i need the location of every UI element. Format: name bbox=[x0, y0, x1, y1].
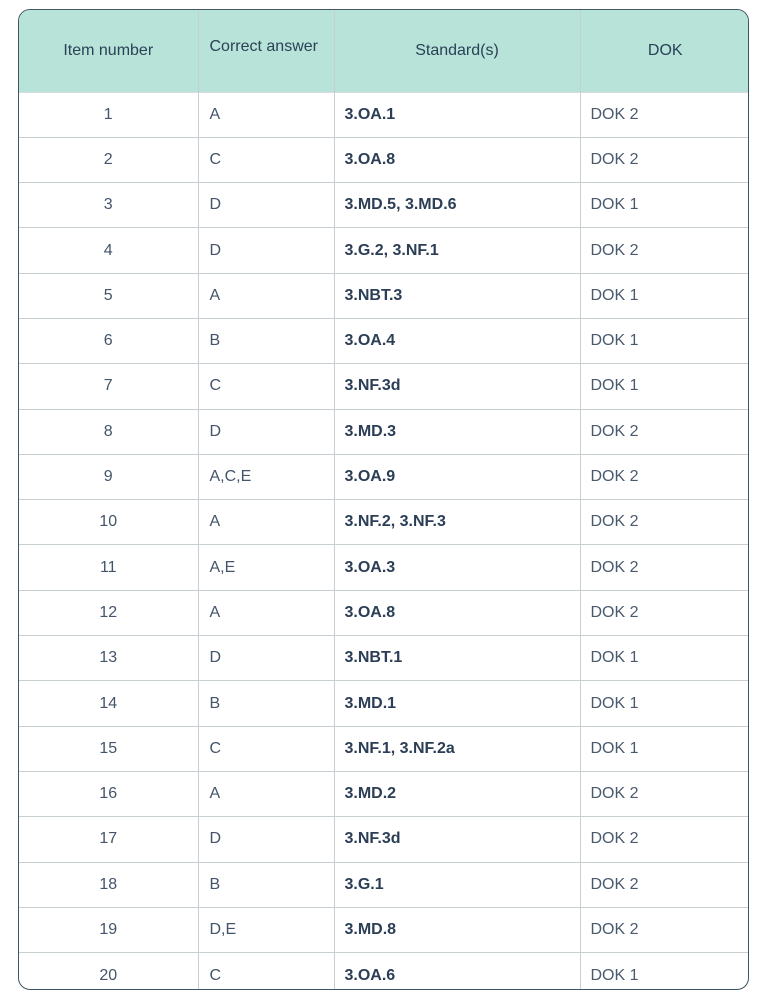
cell-item-number: 5 bbox=[19, 273, 198, 318]
cell-standards: 3.NBT.3 bbox=[334, 273, 580, 318]
cell-correct-answer: D,E bbox=[198, 907, 334, 952]
table-row bbox=[19, 771, 749, 816]
cell-correct-answer: D bbox=[198, 817, 334, 862]
cell-dok: DOK 2 bbox=[580, 500, 749, 545]
cell-dok: DOK 1 bbox=[580, 636, 749, 681]
cell-standards: 3.MD.3 bbox=[334, 409, 580, 454]
cell-item-number: 15 bbox=[19, 726, 198, 771]
cell-item-number: 7 bbox=[19, 364, 198, 409]
table-row bbox=[19, 726, 749, 771]
cell-standards: 3.OA.8 bbox=[334, 590, 580, 635]
cell-correct-answer: D bbox=[198, 228, 334, 273]
table-row bbox=[19, 636, 749, 681]
table-row bbox=[19, 137, 749, 182]
cell-correct-answer: D bbox=[198, 636, 334, 681]
cell-correct-answer: B bbox=[198, 318, 334, 363]
cell-dok: DOK 2 bbox=[580, 817, 749, 862]
table-row bbox=[19, 907, 749, 952]
table-row bbox=[19, 590, 749, 635]
cell-correct-answer: B bbox=[198, 681, 334, 726]
cell-standards: 3.G.1 bbox=[334, 862, 580, 907]
cell-standards: 3.OA.1 bbox=[334, 92, 580, 137]
table-body bbox=[19, 92, 749, 990]
header-standards: Standard(s) bbox=[334, 10, 580, 92]
table-header bbox=[19, 10, 749, 92]
cell-item-number: 3 bbox=[19, 183, 198, 228]
table-row bbox=[19, 500, 749, 545]
cell-dok: DOK 2 bbox=[580, 907, 749, 952]
cell-dok: DOK 1 bbox=[580, 318, 749, 363]
cell-dok: DOK 1 bbox=[580, 183, 749, 228]
table-row bbox=[19, 409, 749, 454]
cell-standards: 3.NF.3d bbox=[334, 364, 580, 409]
table-row bbox=[19, 953, 749, 990]
table-row bbox=[19, 545, 749, 590]
cell-dok: DOK 2 bbox=[580, 590, 749, 635]
cell-item-number: 4 bbox=[19, 228, 198, 273]
table-row bbox=[19, 364, 749, 409]
answer-key-table-card bbox=[18, 9, 749, 990]
cell-dok: DOK 2 bbox=[580, 545, 749, 590]
header-item-number: Item number bbox=[63, 41, 154, 59]
cell-item-number: 17 bbox=[19, 817, 198, 862]
table-row bbox=[19, 318, 749, 363]
cell-item-number: 8 bbox=[19, 409, 198, 454]
cell-item-number: 20 bbox=[19, 953, 198, 990]
cell-standards: 3.OA.3 bbox=[334, 545, 580, 590]
cell-standards: 3.MD.2 bbox=[334, 771, 580, 816]
cell-correct-answer: C bbox=[198, 953, 334, 990]
cell-correct-answer: D bbox=[198, 183, 334, 228]
table-row bbox=[19, 273, 749, 318]
cell-correct-answer: A,E bbox=[198, 545, 334, 590]
cell-correct-answer: C bbox=[198, 364, 334, 409]
header-dok: DOK bbox=[580, 10, 749, 92]
cell-standards: 3.OA.6 bbox=[334, 953, 580, 990]
cell-correct-answer: A bbox=[198, 92, 334, 137]
cell-correct-answer: B bbox=[198, 862, 334, 907]
cell-item-number: 16 bbox=[19, 771, 198, 816]
cell-dok: DOK 1 bbox=[580, 273, 749, 318]
table-row bbox=[19, 183, 749, 228]
cell-item-number: 14 bbox=[19, 681, 198, 726]
table-row bbox=[19, 817, 749, 862]
cell-correct-answer: D bbox=[198, 409, 334, 454]
table-row bbox=[19, 681, 749, 726]
cell-dok: DOK 2 bbox=[580, 771, 749, 816]
table-row bbox=[19, 862, 749, 907]
cell-correct-answer: C bbox=[198, 726, 334, 771]
cell-correct-answer: A bbox=[198, 590, 334, 635]
cell-dok: DOK 2 bbox=[580, 454, 749, 499]
cell-dok: DOK 1 bbox=[580, 953, 749, 990]
cell-dok: DOK 2 bbox=[580, 409, 749, 454]
cell-standards: 3.MD.1 bbox=[334, 681, 580, 726]
cell-dok: DOK 1 bbox=[580, 681, 749, 726]
cell-item-number: 6 bbox=[19, 318, 198, 363]
cell-correct-answer: A,C,E bbox=[198, 454, 334, 499]
cell-correct-answer: A bbox=[198, 500, 334, 545]
cell-standards: 3.MD.5, 3.MD.6 bbox=[334, 183, 580, 228]
header-correct-answer: Correct answer bbox=[198, 10, 334, 92]
cell-standards: 3.OA.9 bbox=[334, 454, 580, 499]
header-row bbox=[19, 10, 749, 92]
cell-dok: DOK 1 bbox=[580, 364, 749, 409]
cell-item-number: 9 bbox=[19, 454, 198, 499]
table-row bbox=[19, 228, 749, 273]
table-row bbox=[19, 454, 749, 499]
cell-standards: 3.NF.3d bbox=[334, 817, 580, 862]
cell-dok: DOK 2 bbox=[580, 228, 749, 273]
cell-standards: 3.OA.8 bbox=[334, 137, 580, 182]
cell-item-number: 1 bbox=[19, 92, 198, 137]
table-row bbox=[19, 92, 749, 137]
cell-item-number: 10 bbox=[19, 500, 198, 545]
cell-standards: 3.NF.1, 3.NF.2a bbox=[334, 726, 580, 771]
cell-standards: 3.NF.2, 3.NF.3 bbox=[334, 500, 580, 545]
cell-standards: 3.G.2, 3.NF.1 bbox=[334, 228, 580, 273]
cell-dok: DOK 2 bbox=[580, 137, 749, 182]
cell-item-number: 13 bbox=[19, 636, 198, 681]
cell-item-number: 2 bbox=[19, 137, 198, 182]
cell-correct-answer: C bbox=[198, 137, 334, 182]
cell-standards: 3.NBT.1 bbox=[334, 636, 580, 681]
cell-dok: DOK 1 bbox=[580, 726, 749, 771]
cell-item-number: 19 bbox=[19, 907, 198, 952]
cell-standards: 3.MD.8 bbox=[334, 907, 580, 952]
cell-item-number: 18 bbox=[19, 862, 198, 907]
answer-key-table bbox=[19, 10, 749, 990]
cell-dok: DOK 2 bbox=[580, 862, 749, 907]
cell-correct-answer: A bbox=[198, 273, 334, 318]
cell-correct-answer: A bbox=[198, 771, 334, 816]
cell-standards: 3.OA.4 bbox=[334, 318, 580, 363]
cell-item-number: 12 bbox=[19, 590, 198, 635]
cell-item-number: 11 bbox=[19, 545, 198, 590]
cell-dok: DOK 2 bbox=[580, 92, 749, 137]
